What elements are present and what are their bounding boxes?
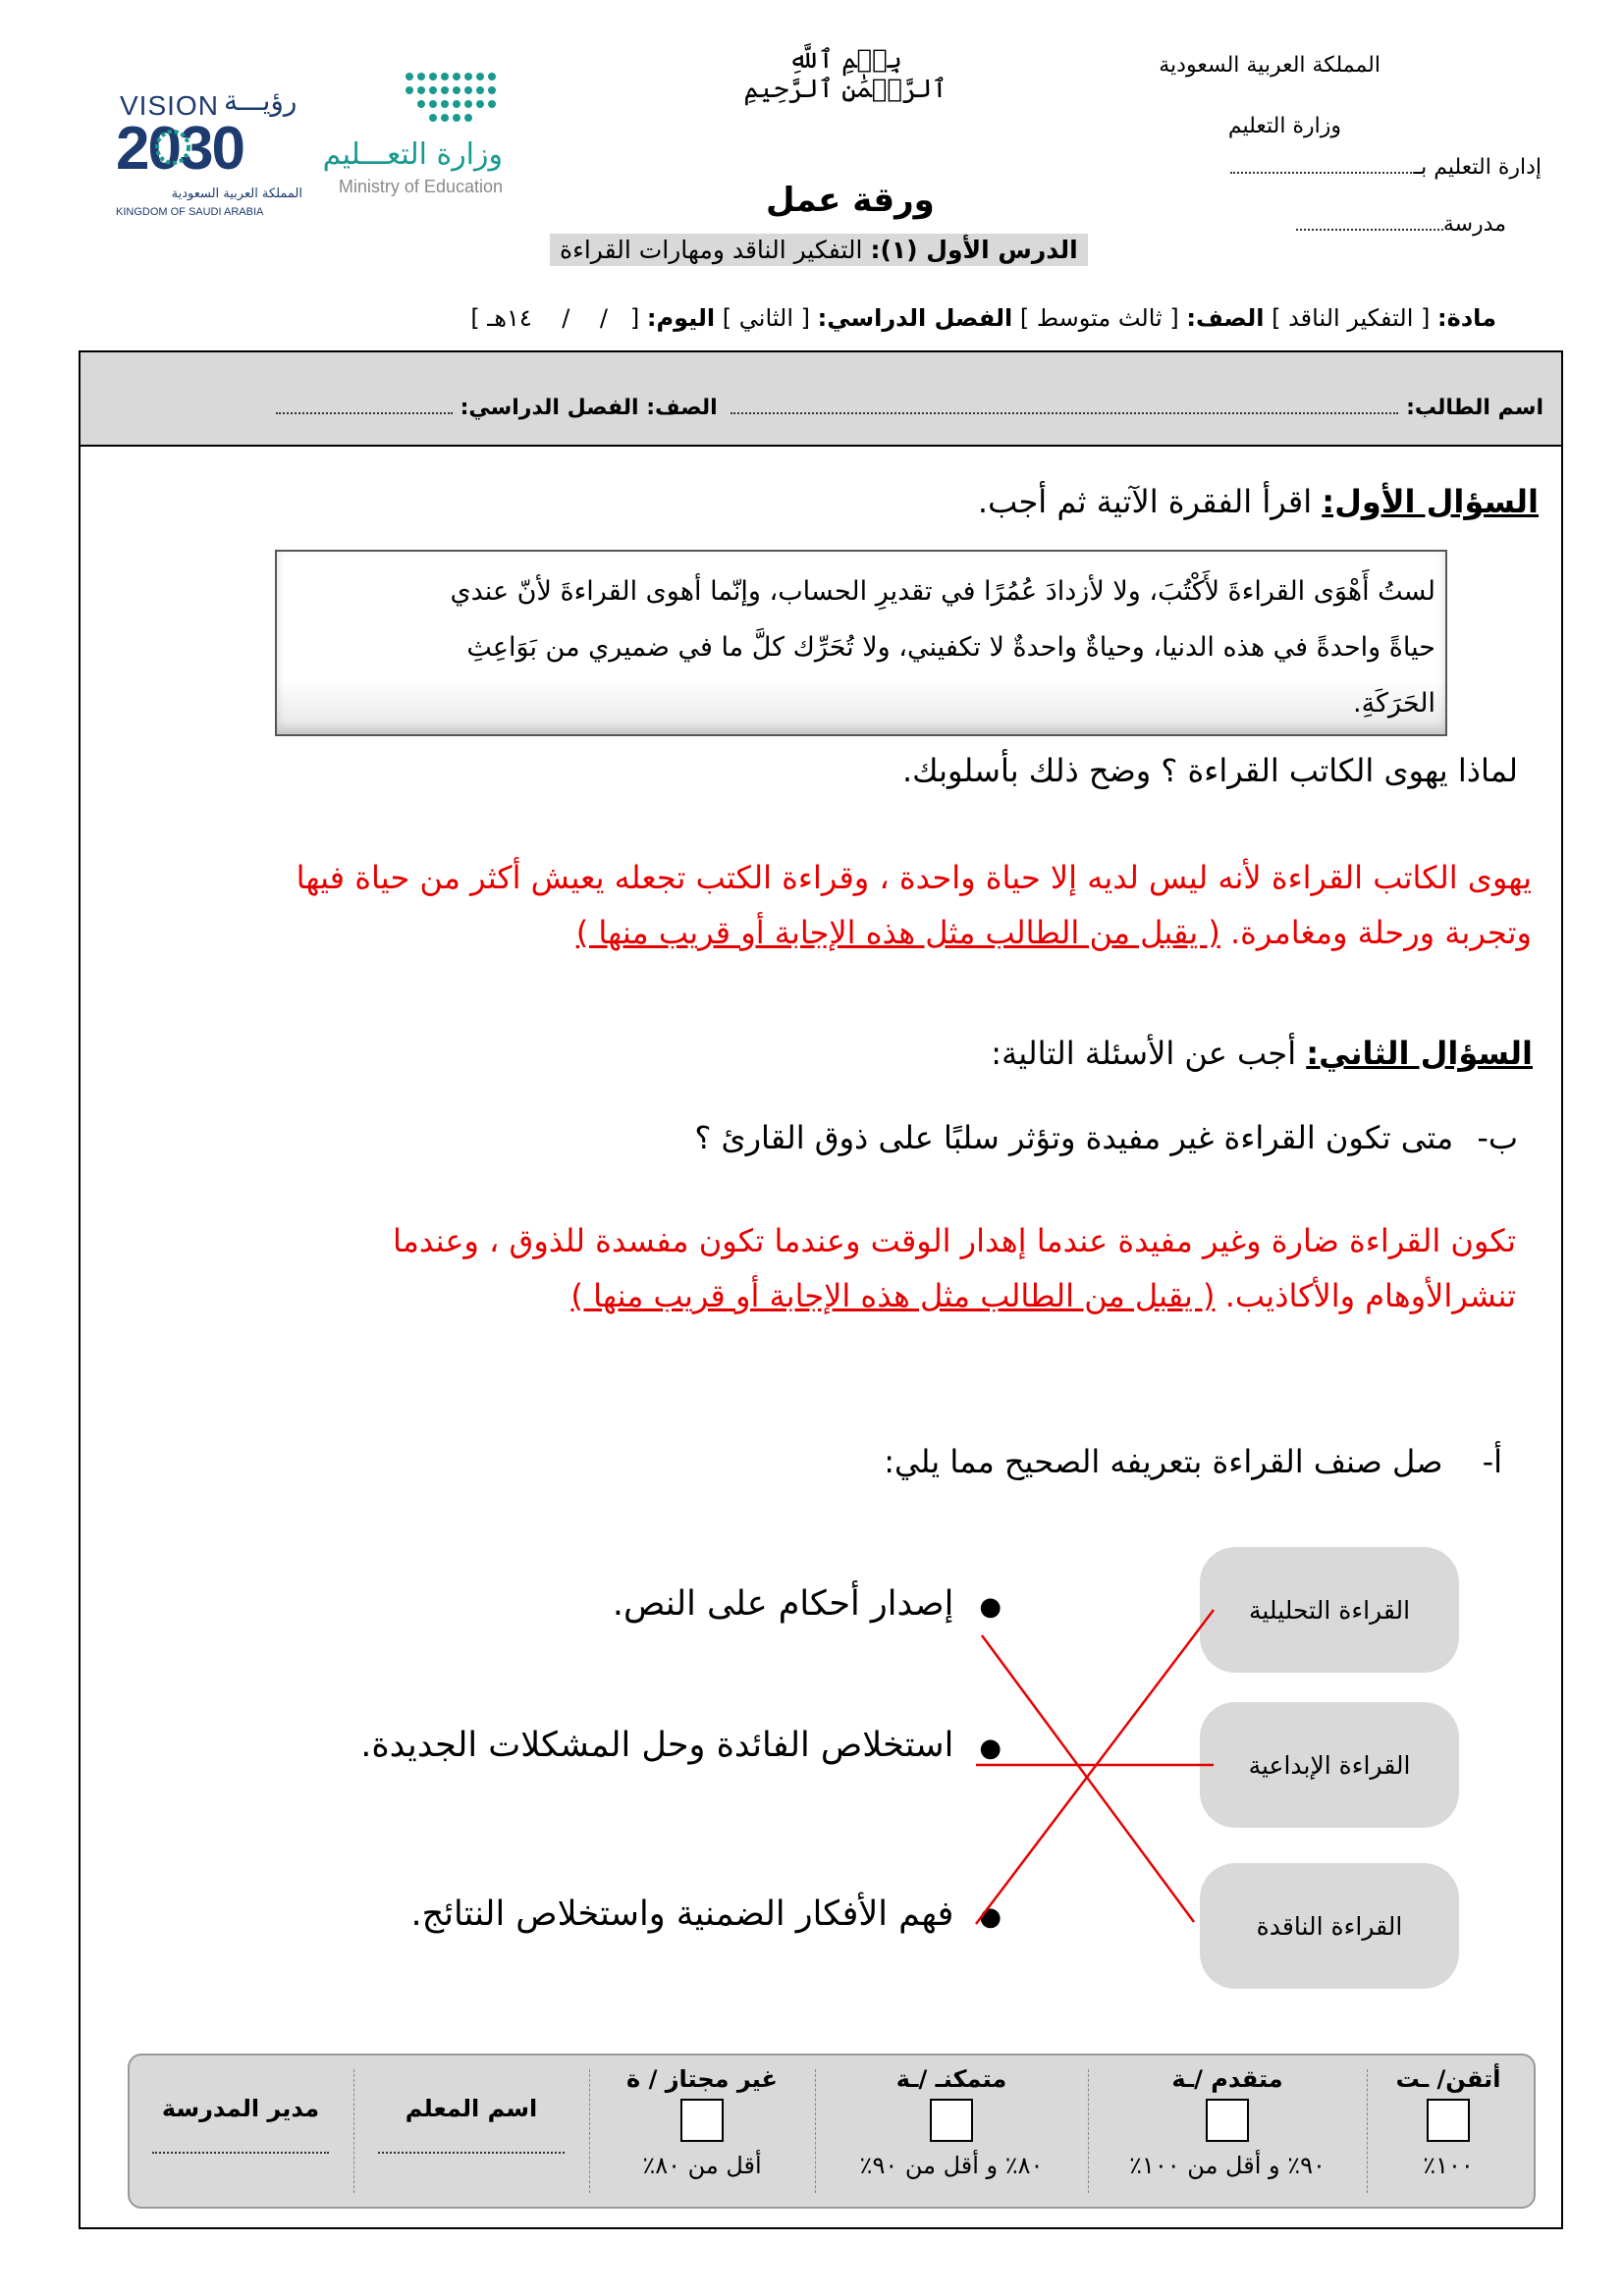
level-label: متقدم /ـة	[1171, 2065, 1283, 2093]
rubric-separator	[815, 2069, 816, 2193]
q2-title: السؤال الثاني:	[1306, 1035, 1533, 1072]
rubric-level-not-passed	[593, 2065, 811, 2179]
q1-title: السؤال الأول:	[1322, 483, 1539, 520]
level-checkbox[interactable]	[930, 2099, 973, 2142]
school-label: مدرسة	[1442, 212, 1506, 237]
level-checkbox[interactable]	[1206, 2099, 1249, 2142]
q1-answer-line-1: يهوى الكاتب القراءة لأنه ليس لديه إلا حياة واحدة ، وقراءة الكتب تجعله يعيش أكثر من حياة فيها	[296, 859, 1532, 896]
student-grade-label: الصف: الفصل الدراسي:	[460, 396, 718, 420]
passage-line-3: الحَرَكَةِ.	[1353, 688, 1435, 719]
kingdom-name: المملكة العربية السعودية	[1159, 53, 1380, 78]
grade-label: الصف:	[1186, 304, 1265, 332]
term-label: الفصل الدراسي:	[817, 304, 1013, 332]
rubric-separator	[1367, 2069, 1368, 2193]
level-label: متمكنـ /ـة	[895, 2065, 1007, 2093]
principal-field[interactable]	[152, 2152, 329, 2154]
level-range: ١٠٠٪	[1423, 2152, 1474, 2179]
passage-line-2: حياةً واحدةً في هذه الدنيا، وحياةٌ واحدةٌ لا تكفيني، ولا تُحَرِّك كلَّ ما في ضميري من بَوَاعِثِ	[466, 632, 1435, 663]
bullet-icon: ●	[979, 1902, 1001, 1932]
grade-value: [ ثالث متوسط ]	[1019, 304, 1179, 332]
type-analytical-label: القراءة التحليلية	[1248, 1595, 1411, 1625]
teacher-field[interactable]	[378, 2152, 565, 2154]
level-range: أقل من ٨٠٪	[642, 2152, 762, 2179]
bullet-icon: ●	[979, 1734, 1001, 1763]
level-label: أتقن/ ـت	[1395, 2065, 1501, 2093]
vision-kingdom-ar: المملكة العربية السعودية	[171, 187, 302, 201]
vision-year: 2030	[116, 115, 244, 183]
q1-instruction: اقرأ الفقرة الآتية ثم أجب.	[977, 483, 1313, 520]
type-critical-label: القراءة الناقدة	[1256, 1911, 1403, 1941]
lesson-name: التفكير الناقد ومهارات القراءة	[560, 236, 863, 264]
principal-label: مدير المدرسة	[161, 2095, 320, 2122]
vision-ar: رؤيـــة	[224, 84, 298, 117]
vision-kingdom-en: KINGDOM OF SAUDI ARABIA	[116, 206, 264, 218]
rubric-teacher	[363, 2095, 579, 2154]
q1-answer-text: وتجربة ورحلة ومغامرة.	[1229, 914, 1532, 951]
q2b-answer-note: ( يقبل من الطالب مثل هذه الإجابة أو قريب منها )	[570, 1277, 1216, 1314]
subject-value: [ التفكير الناقد ]	[1272, 304, 1431, 332]
basmala: بِسۡمِ ٱللَّهِ ٱلرَّحۡمَٰنِ ٱلرَّحِيمِ	[743, 45, 947, 104]
term-value: [ الثاني ]	[722, 304, 810, 332]
q2b-answer-line-1: تكون القراءة ضارة وغير مفيدة عندما إهدار الوقت وعندما تكون مفسدة للذوق ، وعندما	[392, 1222, 1516, 1259]
level-range: ٩٠٪ و أقل من ١٠٠٪	[1129, 2152, 1326, 2179]
day-label: اليوم:	[646, 304, 716, 332]
q2b-text: متى تكون القراءة غير مفيدة وتؤثر سلبًا على ذوق القارئ ؟	[694, 1119, 1454, 1156]
q1-answer-note: ( يقبل من الطالب مثل هذه الإجابة أو قريب منها )	[575, 914, 1220, 951]
level-checkbox[interactable]	[1427, 2099, 1470, 2142]
q1-question: لماذا يهوى الكاتب القراءة ؟ وضح ذلك بأسلوبك.	[901, 752, 1518, 789]
definition-text-2: استخلاص الفائدة وحل المشكلات الجديدة.	[360, 1726, 954, 1765]
q2-instruction: أجب عن الأسئلة التالية:	[991, 1035, 1297, 1072]
lesson-label: الدرس الأول (١):	[870, 236, 1078, 264]
q2b-label: ب-	[1477, 1119, 1518, 1156]
type-creative-label: القراءة الإبداعية	[1248, 1750, 1411, 1780]
definition-text-3: فهم الأفكار الضمنية واستخلاص النتائج.	[410, 1895, 954, 1934]
student-name-label: اسم الطالب:	[1406, 396, 1543, 420]
definition-text-1: إصدار أحكام على النص.	[612, 1584, 954, 1624]
rubric-separator	[1088, 2069, 1089, 2193]
q2a-text: صل صنف القراءة بتعريفه الصحيح مما يلي:	[884, 1443, 1443, 1480]
rubric-level-proficient	[819, 2065, 1084, 2179]
worksheet-title: ورقة عمل	[766, 181, 935, 220]
rubric-level-advanced	[1092, 2065, 1363, 2179]
vision-en: VISION	[120, 90, 219, 121]
match-line-analytical	[976, 1610, 1214, 1924]
edu-admin-label: إدارة التعليم بـ	[1414, 155, 1542, 180]
day-value: [ / / ١٤هـ ]	[470, 304, 640, 332]
moe-ar: وزارة التعـــليم	[322, 137, 503, 172]
rubric-separator	[353, 2069, 354, 2193]
ministry-name: وزارة التعليم	[1227, 114, 1341, 138]
rubric-level-mastered	[1375, 2065, 1522, 2179]
q2b-answer-text: تنشرالأوهام والأكاذيب.	[1224, 1277, 1516, 1314]
subject-label: مادة:	[1437, 304, 1496, 332]
level-range: ٨٠٪ و أقل من ٩٠٪	[859, 2152, 1044, 2179]
moe-en: Ministry of Education	[338, 177, 503, 196]
teacher-label: اسم المعلم	[405, 2095, 538, 2122]
rubric-principal	[137, 2095, 344, 2154]
q2a-label: أ-	[1482, 1443, 1502, 1480]
level-label: غير مجتاز / ة	[626, 2065, 778, 2093]
level-checkbox[interactable]	[680, 2099, 724, 2142]
bullet-icon: ●	[979, 1592, 1001, 1622]
passage-line-1: لستُ أَهْوَى القراءةَ لأَكْتُبَ، ولا لأزدادَ عُمُرًا في تقديرِ الحساب، وإنّما أهوى القراءةَ لأنّ عندي	[450, 576, 1435, 607]
rubric-separator	[589, 2069, 590, 2193]
